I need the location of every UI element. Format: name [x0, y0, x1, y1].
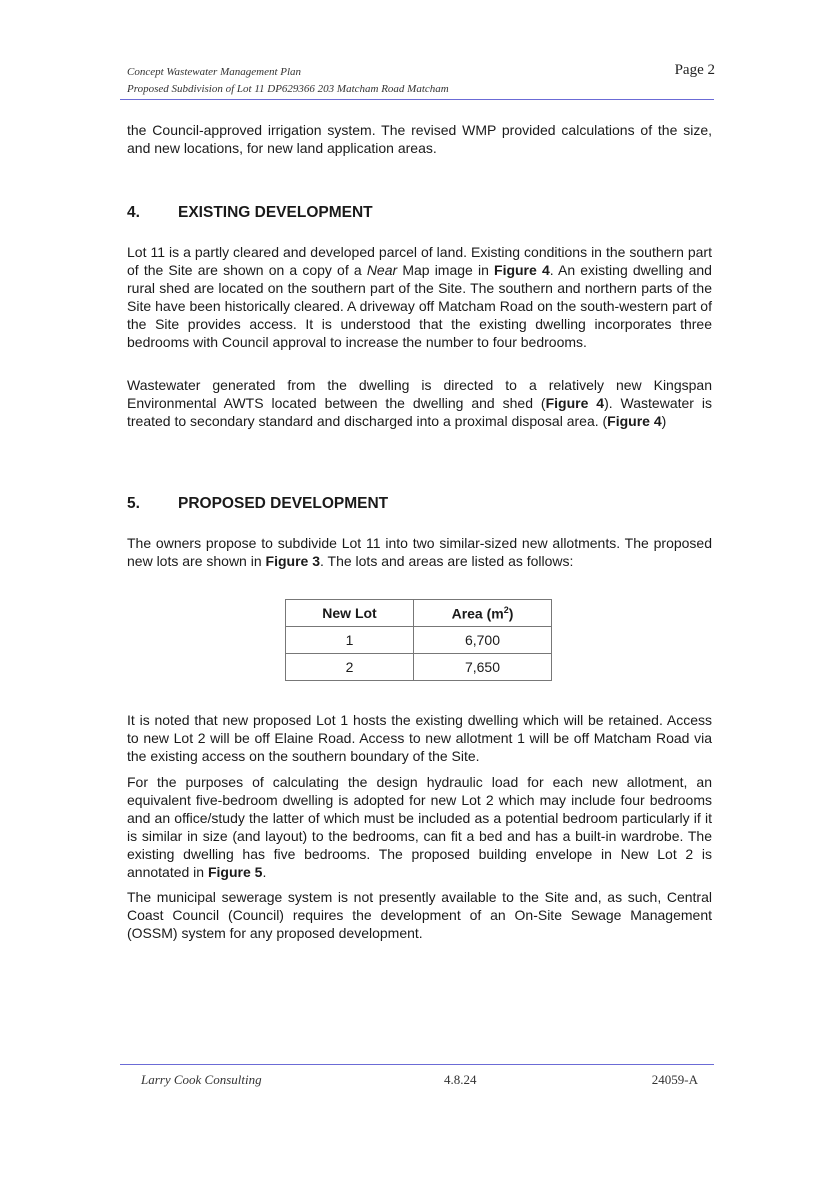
footer-company: Larry Cook Consulting [141, 1072, 262, 1087]
figure-reference: Figure 5 [207, 864, 263, 880]
section-5-heading [127, 495, 388, 513]
section-4-number: 4. [127, 204, 140, 221]
section-5-paragraph-2 [127, 711, 712, 765]
text-run: For the purposes of calculating the design hydraulic load for each new allotment, an equivalent five-bedroom dwelling is adopted for new Lot 2 which may include four bedrooms and an office/study the latter of which must be included as a potential bedroom particularly if it is similar in size (and layout) to the bedrooms, can fit a bed and has a built-in wardrobe. The existing dwelling has five bedrooms. The proposed building envelope in New Lot 2 is annotated in [127, 774, 712, 880]
section-5-paragraph-3 [127, 773, 712, 881]
table-row [286, 627, 552, 654]
text-run: ) [661, 413, 667, 429]
text-run: . [262, 864, 267, 880]
footer-reference: 24059-A [651, 1072, 698, 1087]
text-run-italic: Near [366, 262, 398, 278]
text-run: Wastewater generated from the dwelling is directed to a relatively new Kingspan Environmental AWTS located between the dwelling and shed ( [127, 377, 712, 411]
footer-date: 4.8.24 [444, 1072, 477, 1087]
section-4-paragraph-2 [127, 376, 712, 430]
lots-table [285, 599, 552, 681]
section-5-paragraph-1 [127, 534, 712, 570]
figure-reference: Figure 4 [545, 395, 605, 411]
column-header-new-lot: New Lot [286, 600, 414, 627]
cell-lot: 2 [286, 654, 414, 681]
figure-reference: Figure 4 [494, 262, 550, 278]
table-row [286, 654, 552, 681]
header-subtitle: Proposed Subdivision of Lot 11 DP629366 203 Matcham Road Matcham [127, 83, 449, 95]
area-header-text: Area (m [451, 605, 504, 622]
running-header [127, 64, 449, 98]
paragraph-text: It is noted that new proposed Lot 1 hosts the existing dwelling which will be retained. Access to new Lot 2 will be off Elaine Road. Access to new allotment 1 will be off Matcham Road via the existing access on the southern boundary of the Site. [127, 712, 712, 764]
footer-rule [120, 1064, 714, 1065]
text-run: ). Wastewater is treated to secondary standard and discharged into a proximal disposal area. ( [127, 395, 712, 429]
section-4-heading [127, 204, 373, 222]
paragraph-text: The municipal sewerage system is not presently available to the Site and, as such, Central Coast Council (Council) requires the development of an On-Site Sewage Management (OSSM) system for any proposed development. [127, 889, 712, 941]
text-run: Lot 11 is a partly cleared and developed parcel of land. Existing conditions in the southern part of the Site are shown on a copy of a [127, 244, 712, 278]
header-title: Concept Wastewater Management Plan [127, 66, 302, 78]
text-run: . An existing dwelling and rural shed are located on the southern part of the Site. The southern and northern parts of the Site have been historically cleared. A driveway off Matcham Road on the south-western part of the Site provides access. It is understood that the existing dwelling incorporates three bedrooms with Council approval to increase the number to four bedrooms. [127, 262, 712, 350]
intro-text: the Council-approved irrigation system. The revised WMP provided calculations of the size, and new locations, for new land application areas. [127, 122, 712, 156]
cell-lot: 1 [286, 627, 414, 654]
cell-area: 6,700 [414, 627, 552, 654]
column-header-area [414, 600, 552, 627]
table-header-row [286, 600, 552, 627]
page-number: Page 2 [674, 62, 715, 78]
text-run: Map image in [397, 262, 495, 278]
intro-paragraph [127, 121, 712, 157]
header-rule [120, 99, 714, 100]
section-4-title: EXISTING DEVELOPMENT [178, 204, 373, 221]
section-5-title: PROPOSED DEVELOPMENT [178, 495, 389, 512]
section-4-paragraph-1 [127, 243, 712, 351]
figure-reference: Figure 4 [607, 413, 662, 429]
area-header-superscript: 2 [503, 604, 509, 615]
figure-reference: Figure 3 [265, 553, 320, 569]
section-5-paragraph-4 [127, 888, 712, 942]
text-run: . The lots and areas are listed as follows: [320, 553, 574, 569]
cell-area: 7,650 [414, 654, 552, 681]
text-run: The owners propose to subdivide Lot 11 into two similar-sized new allotments. The proposed new lots are shown in [127, 535, 712, 569]
area-header-close: ) [508, 605, 514, 622]
section-5-number: 5. [127, 495, 140, 512]
